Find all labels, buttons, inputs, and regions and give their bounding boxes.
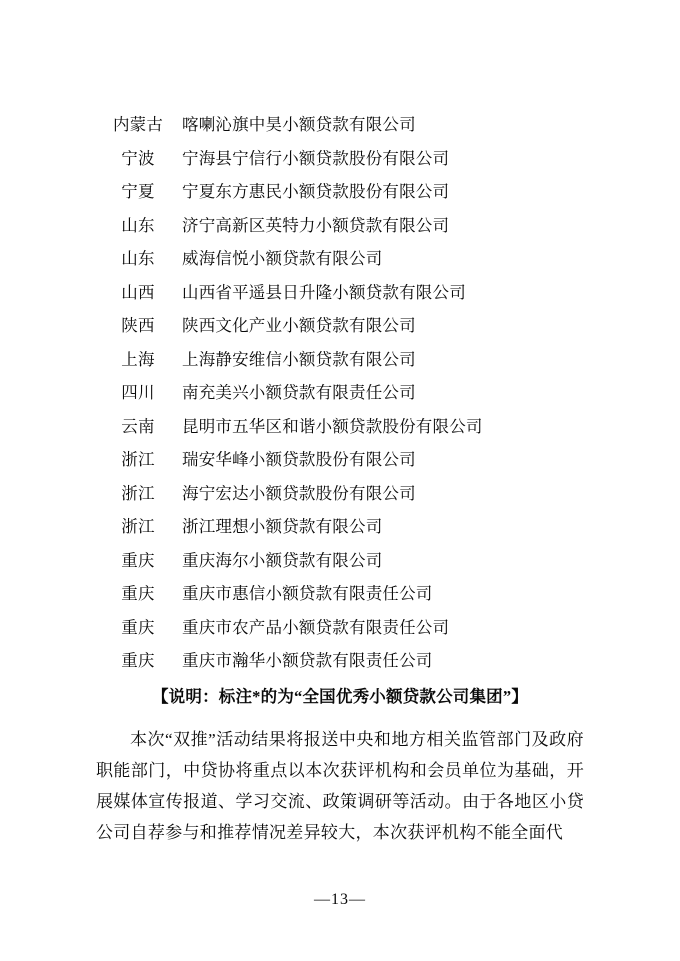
entry-region: 宁夏: [121, 182, 155, 201]
entry-company: 海宁宏达小额贷款股份有限公司: [182, 483, 416, 503]
entry-company: 重庆市瀚华小额贷款有限责任公司: [182, 651, 433, 670]
list-item: [96, 443, 584, 477]
list-item: [96, 242, 584, 276]
list-item: [96, 142, 584, 176]
list-item: [96, 410, 584, 444]
entry-region: 浙江: [121, 517, 155, 536]
list-item: [96, 343, 584, 377]
entry-region: 重庆: [121, 651, 155, 670]
company-list: [96, 108, 584, 678]
entry-region: 四川: [121, 383, 155, 402]
list-item: [96, 175, 584, 209]
entry-company: 重庆海尔小额贷款有限公司: [182, 550, 383, 570]
entry-company: 重庆市农产品小额贷款有限责任公司: [182, 617, 450, 637]
entry-company: 宁海县宁信行小额贷款股份有限公司: [182, 148, 450, 168]
body-paragraph: 本次“双推”活动结果将报送中央和地方相关监管部门及政府职能部门，中贷协将重点以本次获评机构和会员单位为基础，开展媒体宣传报道、学习交流、政策调研等活动。由于各地区小贷公司自荐参与和推荐情况差异较大，本次获评机构不能全面代: [96, 729, 584, 842]
explanatory-note: 【说明：标注*的为“全国优秀小额贷款公司集团”】: [151, 686, 529, 706]
entry-region: 山东: [121, 249, 155, 268]
list-item: [96, 276, 584, 310]
entry-region: 陕西: [121, 316, 155, 335]
list-item: [96, 544, 584, 578]
entry-region: 山西: [121, 282, 155, 302]
entry-company: 重庆市惠信小额贷款有限责任公司: [182, 584, 433, 603]
entry-region: 浙江: [121, 483, 155, 503]
entry-company: 瑞安华峰小额贷款股份有限公司: [182, 450, 416, 469]
list-item: [96, 309, 584, 343]
entry-company: 陕西文化产业小额贷款有限公司: [182, 316, 416, 335]
entry-company: 山西省平遥县日升隆小额贷款有限公司: [182, 282, 466, 302]
entry-region: 浙江: [121, 450, 155, 469]
entry-region: 山东: [121, 215, 155, 235]
list-item: [96, 477, 584, 511]
entry-region: 上海: [121, 349, 155, 369]
entry-region: 重庆: [121, 584, 155, 603]
entry-company: 喀喇沁旗中昊小额贷款有限公司: [182, 115, 416, 134]
list-item: [96, 510, 584, 544]
entry-region: 重庆: [121, 617, 155, 637]
entry-region: 云南: [121, 416, 155, 436]
entry-region: 重庆: [121, 550, 155, 570]
entry-company: 浙江理想小额贷款有限公司: [182, 517, 383, 536]
entry-company: 南充美兴小额贷款有限责任公司: [182, 383, 416, 402]
list-item: [96, 376, 584, 410]
entry-region: 内蒙古: [112, 115, 164, 134]
list-item: [96, 577, 584, 611]
entry-company: 威海信悦小额贷款有限公司: [182, 249, 383, 268]
list-item: [96, 209, 584, 243]
list-item: [96, 611, 584, 645]
entry-company: 昆明市五华区和谐小额贷款股份有限公司: [182, 416, 483, 436]
entry-region: 宁波: [121, 148, 155, 168]
entry-company: 上海静安维信小额贷款有限公司: [182, 349, 416, 369]
entry-company: 宁夏东方惠民小额贷款股份有限公司: [182, 182, 450, 201]
page-number: —13—: [314, 891, 366, 908]
list-item: [96, 108, 584, 142]
entry-company: 济宁高新区英特力小额贷款有限公司: [182, 215, 450, 235]
list-item: [96, 644, 584, 678]
